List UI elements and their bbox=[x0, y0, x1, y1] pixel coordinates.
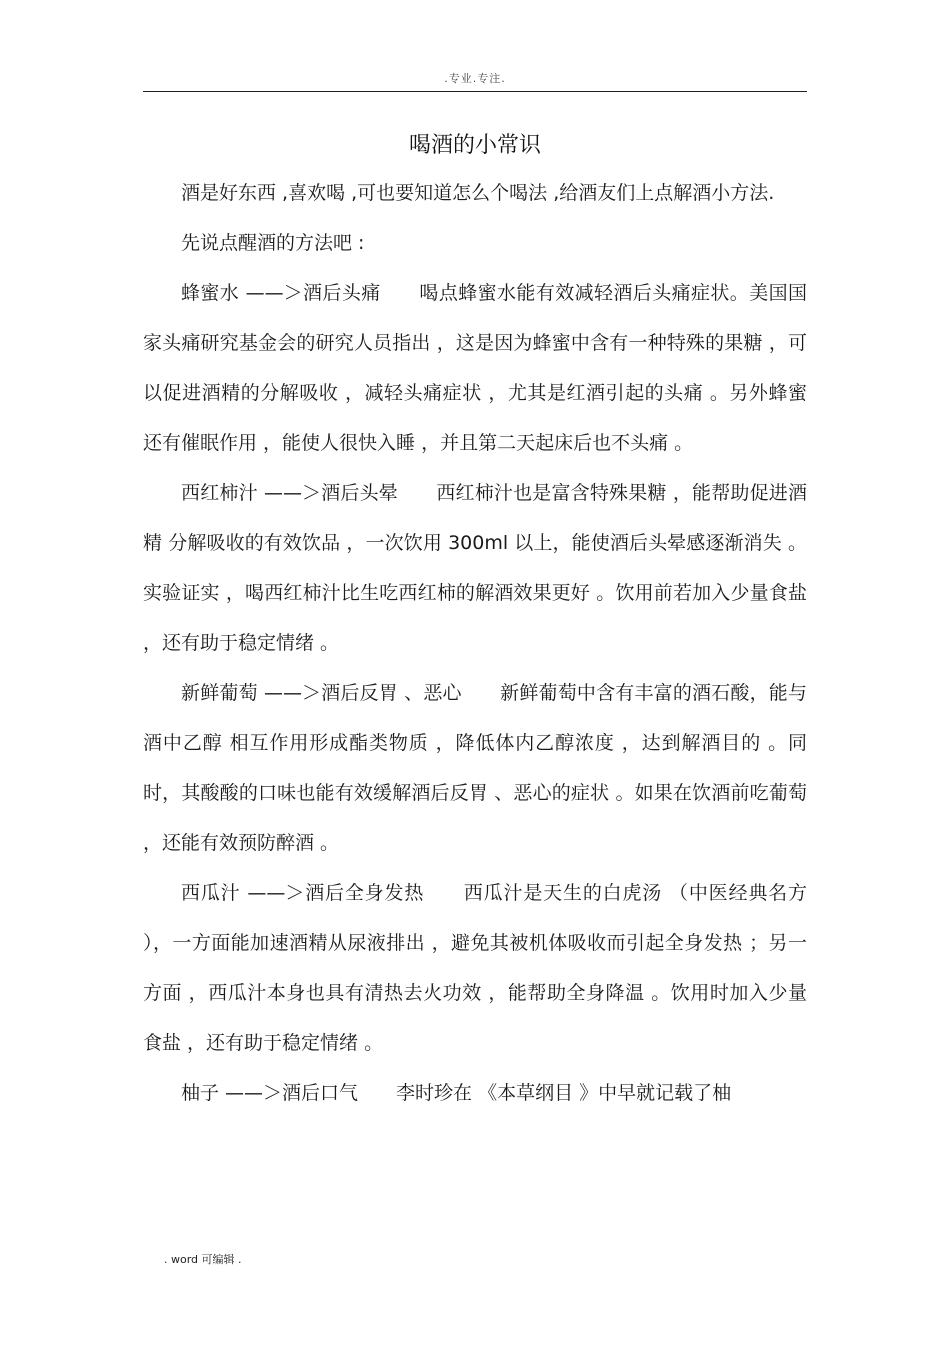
paragraph-method-lead: 先说点醒酒的方法吧 : bbox=[181, 232, 365, 254]
page-footer: . word 可编辑 . bbox=[164, 1253, 242, 1266]
document-title: 喝酒的小常识 bbox=[408, 133, 541, 158]
paragraph-intro: 酒是好东西 ,喜欢喝 ,可也要知道怎么个喝法 ,给酒友们上点解酒小方法. bbox=[181, 182, 775, 204]
paragraph-tomato-juice: 西红柿汁 ——＞酒后头晕 西红柿汁也是富含特殊果糖 ，能帮助促进酒精 分解吸收的有效饮品 ，一次饮用 300ml 以上，能使酒后头晕感逐渐消失 。实验证实 ，喝西红柿汁比生吃西红柿的解酒效果更好 。饮用前若加入少量食盐 ，还有助于稳定情绪 。 bbox=[143, 482, 807, 654]
paragraph-watermelon-juice: 西瓜汁 ——＞酒后全身发热 西瓜汁是天生的白虎汤 （中医经典名方 ），一方面能加速酒精从尿液排出 ，避免其被机体吸收而引起全身发热 ；另一方面 ，西瓜汁本身也具有清热去火功效 ，能帮助全身降温 。饮用时加入少量食盐 ，还有助于稳定情绪 。 bbox=[143, 882, 807, 1054]
document-body bbox=[143, 168, 807, 1118]
header-divider bbox=[143, 91, 807, 92]
paragraph-honey-water: 蜂蜜水 ——＞酒后头痛 喝点蜂蜜水能有效减轻酒后头痛症状。美国国家头痛研究基金会的研究人员指出 ，这是因为蜂蜜中含有一种特殊的果糖 ，可以促进酒精的分解吸收 ，减轻头痛症状 ，尤其是红酒引起的头痛 。另外蜂蜜还有催眠作用 ，能使人很快入睡 ，并且第二天起床后也不头痛 。 bbox=[143, 282, 807, 454]
paragraph-fresh-grapes: 新鲜葡萄 ——＞酒后反胃 、恶心 新鲜葡萄中含有丰富的酒石酸，能与酒中乙醇 相互作用形成酯类物质 ，降低体内乙醇浓度 ，达到解酒目的 。同时，其酸酸的口味也能有效缓解酒后反胃 、恶心的症状 。如果在饮酒前吃葡萄 ，还能有效预防醉酒 。 bbox=[143, 682, 807, 854]
paragraph-pomelo: 柚子 ——＞酒后口气 李时珍在 《本草纲目 》中早就记载了柚 bbox=[181, 1082, 732, 1104]
page-header: .专业.专注. bbox=[444, 72, 506, 85]
